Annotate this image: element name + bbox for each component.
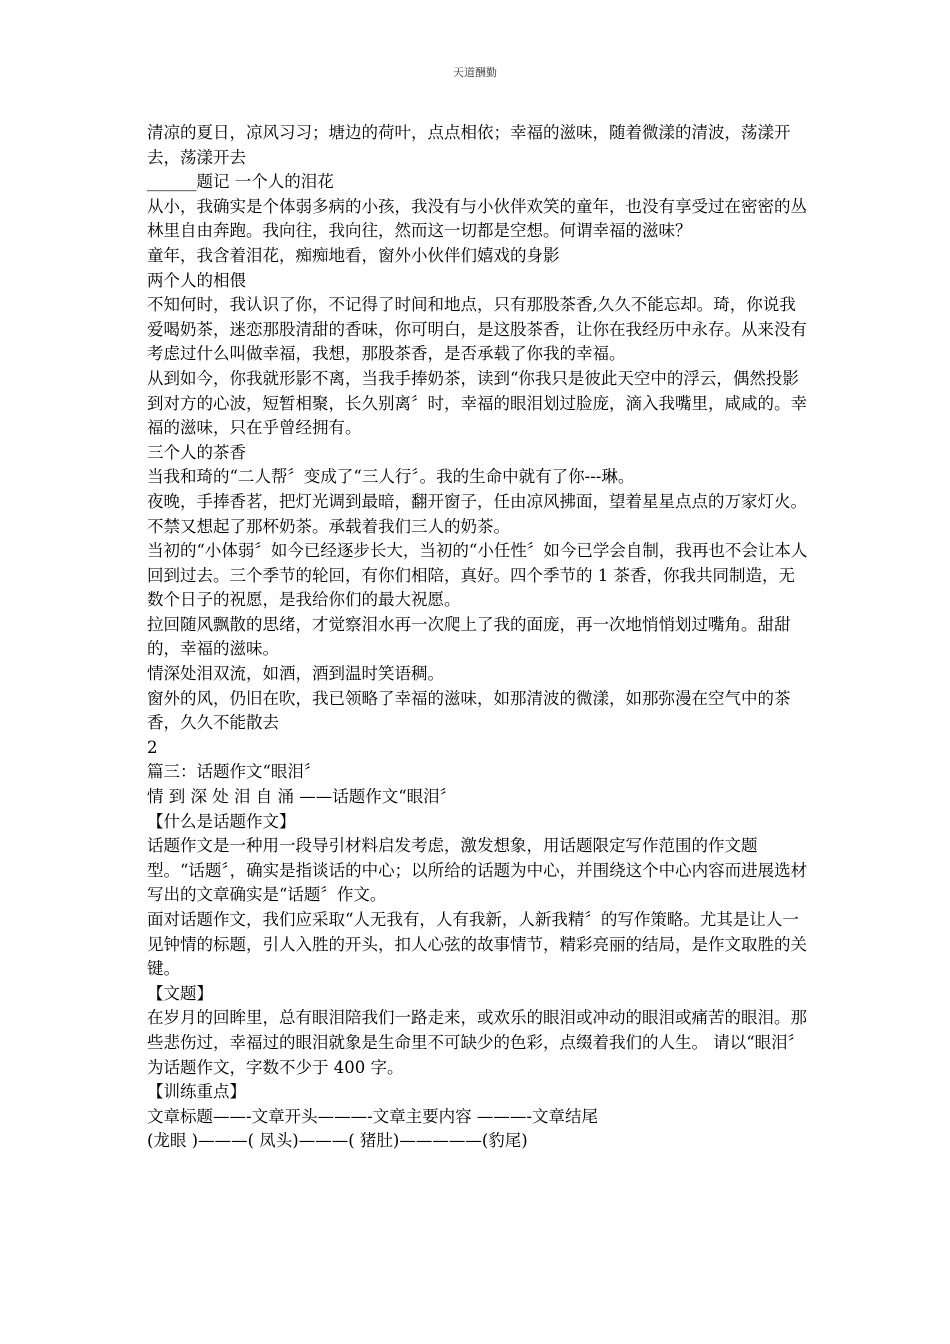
paragraph-9: 当我和琦的“二人帮〞变成了“三人行〞。我的生命中就有了你---琳。	[147, 467, 635, 487]
structure-line: 文章标题——-文章开头———-文章主要内容 ———-文章结尾	[147, 1106, 598, 1126]
paragraph-14: 窗外的风，仍旧在吹，我已领略了幸福的滋味，如那清波的微漾，如那弥漫在空气中的茶香，久久不能散去	[147, 688, 791, 733]
paragraph-22: 在岁月的回眸里，总有眼泪陪我们一路走来，或欢乐的眼泪或冲动的眼泪或痛苦的眼泪。那些悲伤过，幸福过的眼泪就象是生命里不可缺少的色彩，点缀着我们的人生。 请以“眼泪〞为话题作文，字数不少于 400 字。	[147, 1008, 807, 1077]
page-header: 天道酬勤	[453, 66, 497, 79]
chapter-title: 篇三：话题作文“眼泪〞	[147, 762, 321, 782]
section-heading-two-people: 两个人的相偎	[147, 270, 246, 290]
structure-metaphor-line: (龙眼 )———( 凤头)———( 猪肚)—————(豹尾)	[147, 1131, 528, 1151]
paragraph-7: 从到如今，你我就形影不离，当我手捧奶茶，读到“你我只是彼此天空中的浮云，偶然投影到对方的心波，短暂相聚，长久别离〞时，幸福的眼泪划过脸庞，滴入我嘴里，咸咸的。幸福的滋味，只在乎曾经拥有。	[147, 368, 807, 438]
paragraph-12: 拉回随风飘散的思绪，才觉察泪水再一次爬上了我的面庞，再一次地悄悄划过嘴角。甜甜的，幸福的滋味。	[147, 614, 791, 659]
section-heading-training: 【训练重点】	[147, 1082, 246, 1102]
essay-title: 情 到 深 处 泪 自 涌 ——话题作文“眼泪〞	[147, 787, 457, 807]
paragraph-19: 话题作文是一种用一段导引材料启发考虑，激发想象，用话题限定写作范围的作文题型。“话题〞，确实是指谈话的中心；以所给的话题为中心，并围绕这个中心内容而进展选材写出的文章确实是“话题〞作文。	[147, 836, 808, 905]
paragraph-11: 当初的“小体弱〞如今已经逐步长大，当初的“小任性〞如今已学会自制，我再也不会让本人回到过去。三个季节的轮回，有你们相陪，真好。四个季节的 1 茶香，你我共同制造，无数个日子的祝愿，是我给你们的最大祝愿。	[147, 541, 808, 610]
paragraph-4: 童年，我含着泪花，痴痴地看，窗外小伙伴们嬉戏的身影	[147, 245, 560, 265]
paragraph-1: 清凉的夏日，凉风习习；塘边的荷叶，点点相依；幸福的滋味，随着微漾的清波，荡漾开去，荡漾开去	[147, 123, 791, 167]
document-body	[147, 121, 809, 1154]
paragraph-13: 情深处泪双流，如酒，酒到温时笑语稠。	[147, 664, 444, 684]
paragraph-2: ______题记 一个人的泪花	[147, 172, 334, 192]
page-number: 2	[147, 737, 158, 757]
section-heading-what-is: 【什么是话题作文】	[147, 811, 296, 831]
section-heading-three-people: 三个人的茶香	[147, 442, 246, 462]
paragraph-20: 面对话题作文，我们应采取“人无我有，人有我新，人新我精〞的写作策略。尤其是让人一见钟情的标题，引人入胜的开头，扣人心弦的故事情节，精彩亮丽的结局，是作文取胜的关键。	[147, 910, 807, 979]
paragraph-10: 夜晚，手捧香茗，把灯光调到最暗，翻开窗子，任由凉风拂面，望着星星点点的万家灯火。不禁又想起了那杯奶茶。承载着我们三人的奶茶。	[147, 491, 807, 536]
paragraph-6: 不知何时，我认识了你，不记得了时间和地点，只有那股茶香,久久不能忘却。琦，你说我爱喝奶茶，迷恋那股清甜的香味，你可明白，是这股茶香，让你在我经历中永存。从来没有考虑过什么叫做幸福，我想，那股茶香，是否承载了你我的幸福。	[147, 295, 807, 364]
section-heading-topic: 【文题】	[147, 983, 213, 1003]
paragraph-3: 从小，我确实是个体弱多病的小孩，我没有与小伙伴欢笑的童年，也没有享受过在密密的丛林里自由奔跑。我向往，我向往，然而这一切都是空想。何谓幸福的滋味？	[147, 196, 807, 241]
